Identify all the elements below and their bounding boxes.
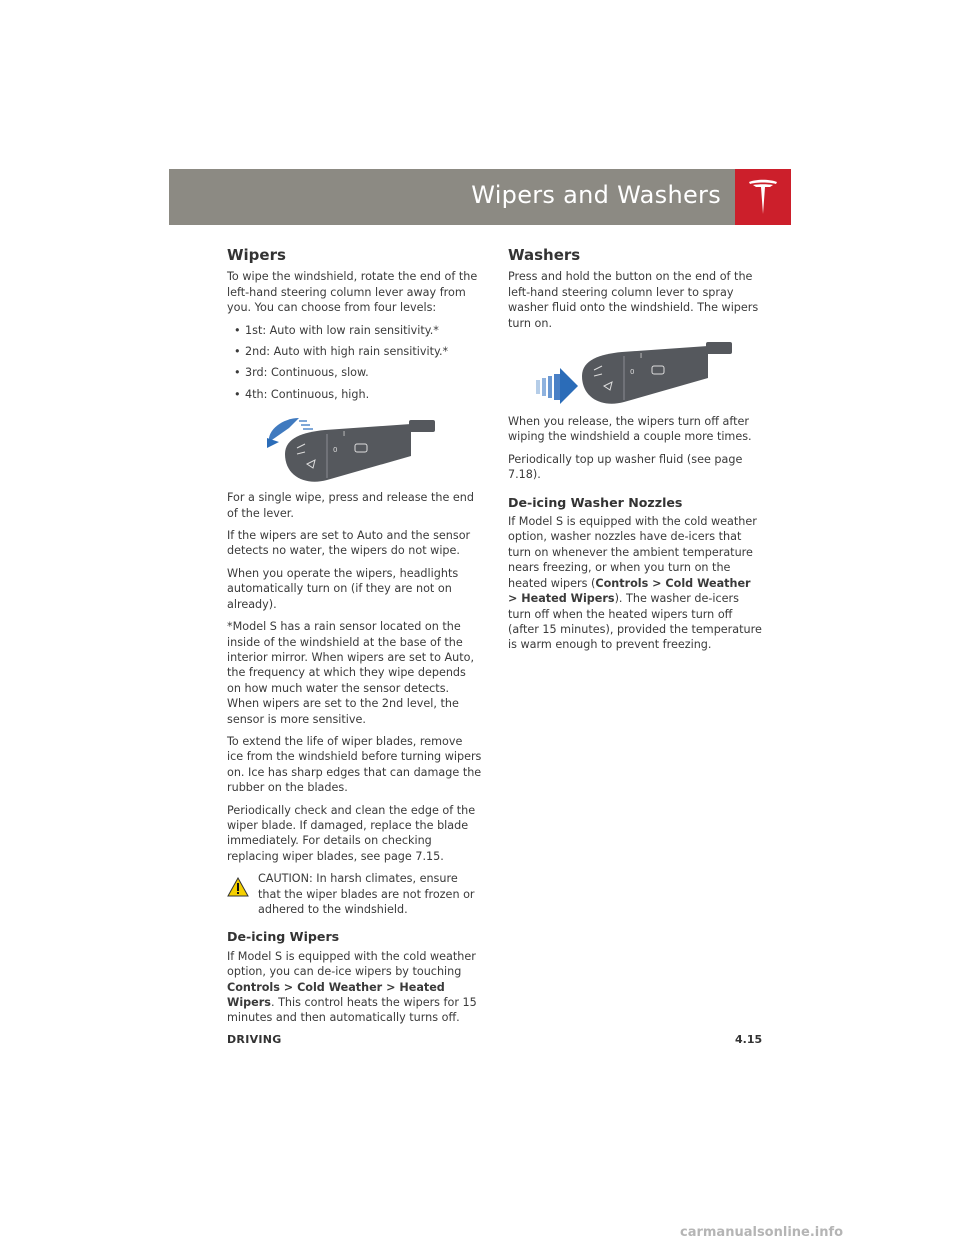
list-item: • 4th: Continuous, high. (227, 387, 482, 402)
right-column (508, 248, 763, 660)
page-number: 4.15 (735, 1033, 763, 1046)
ice-text: To extend the life of wiper blades, remove ice from the windshield before turning wipers on. Ice has sharp edges that can damage the rubber on the blades. (227, 734, 482, 795)
svg-text:I: I (640, 352, 643, 361)
tesla-logo-icon (748, 178, 778, 216)
list-item: • 1st: Auto with low rain sensitivity.* (227, 323, 482, 338)
press-arrow-icon (536, 368, 578, 404)
deicing-nozzles-heading: De-icing Washer Nozzles (508, 494, 683, 510)
release-text: When you release, the wipers turn off after wiping the windshield a couple more times. (508, 415, 752, 444)
deicing-nozzles-text (508, 514, 763, 653)
wipers-heading: Wipers (227, 246, 286, 264)
deicing-wipers-text (227, 949, 482, 1026)
caution-text: CAUTION: In harsh climates, ensure that the wiper blades are not frozen or adhered to the windshield. (258, 872, 475, 916)
list-item: • 3rd: Continuous, slow. (227, 365, 482, 380)
nozzle-text-part: ). The washer de-icers turn off when the heated wipers turn off (after 15 minutes), provided the temperature is warm enough to prevent freezing. (508, 592, 762, 652)
washers-intro: Press and hold the button on the end of the left-hand steering column lever to spray washer fluid onto the windshield. The wipers turn on. (508, 270, 759, 330)
page-header (169, 169, 735, 225)
heated-wipers-path: Controls > Cold Weather > Heated Wipers (227, 980, 445, 1010)
left-column (227, 248, 482, 1033)
wiper-lever-illustration (227, 408, 482, 490)
rain-sensor-note: *Model S has a rain sensor located on the inside of the windshield at the base of the interior mirror. When wipers are set to Auto, the frequency at which they wipe depends on how much water the sensor detects. When wipers are set to the 2nd level, the sensor is more sensitive. (227, 620, 474, 726)
wiper-levels-list (227, 323, 482, 403)
heated-wipers-path: Controls > Cold Weather > Heated Wipers (508, 576, 751, 606)
washers-heading: Washers (508, 246, 581, 264)
svg-text:0: 0 (630, 368, 635, 377)
deicing-wipers-heading: De-icing Wipers (227, 929, 340, 945)
washer-lever-illustration (508, 338, 763, 414)
single-wipe-text: For a single wipe, press and release the end of the lever. (227, 491, 474, 520)
deicing-text-part: . This control heats the wipers for 15 minutes and then automatically turns off. (227, 996, 477, 1025)
watermark: carmanualsonline.info (680, 1225, 844, 1240)
section-label: DRIVING (227, 1033, 282, 1046)
blade-check-text: Periodically check and clean the edge of the wiper blade. If damaged, replace the blade immediately. For details on checking replacing wiper blades, see page 7.15. (227, 803, 476, 863)
auto-text: If the wipers are set to Auto and the sensor detects no water, the wipers do not wipe. (227, 529, 471, 558)
headlights-text: When you operate the wipers, headlights automatically turn on (if they are not on already). (227, 566, 459, 611)
svg-text:I: I (343, 430, 346, 439)
caution-note (227, 871, 482, 917)
top-up-text: Periodically top up washer fluid (see page 7.18). (508, 452, 743, 482)
tesla-logo (735, 169, 791, 225)
wipers-intro: To wipe the windshield, rotate the end of the left-hand steering column lever away from you. You can choose from four levels: (227, 270, 478, 315)
nozzle-text-part: If Model S is equipped with the cold weather option, washer nozzles have de-icers that turn on whenever the ambient temperature nears freezing, or when you turn on the heated wipers ( (508, 515, 757, 590)
warning-icon (227, 877, 249, 897)
list-item: • 2nd: Auto with high rain sensitivity.* (227, 344, 482, 359)
svg-text:0: 0 (333, 446, 338, 455)
deicing-text-part: If Model S is equipped with the cold weather option, you can de-ice wipers by touching (227, 949, 476, 979)
page-title: Wipers and Washers (471, 181, 721, 209)
